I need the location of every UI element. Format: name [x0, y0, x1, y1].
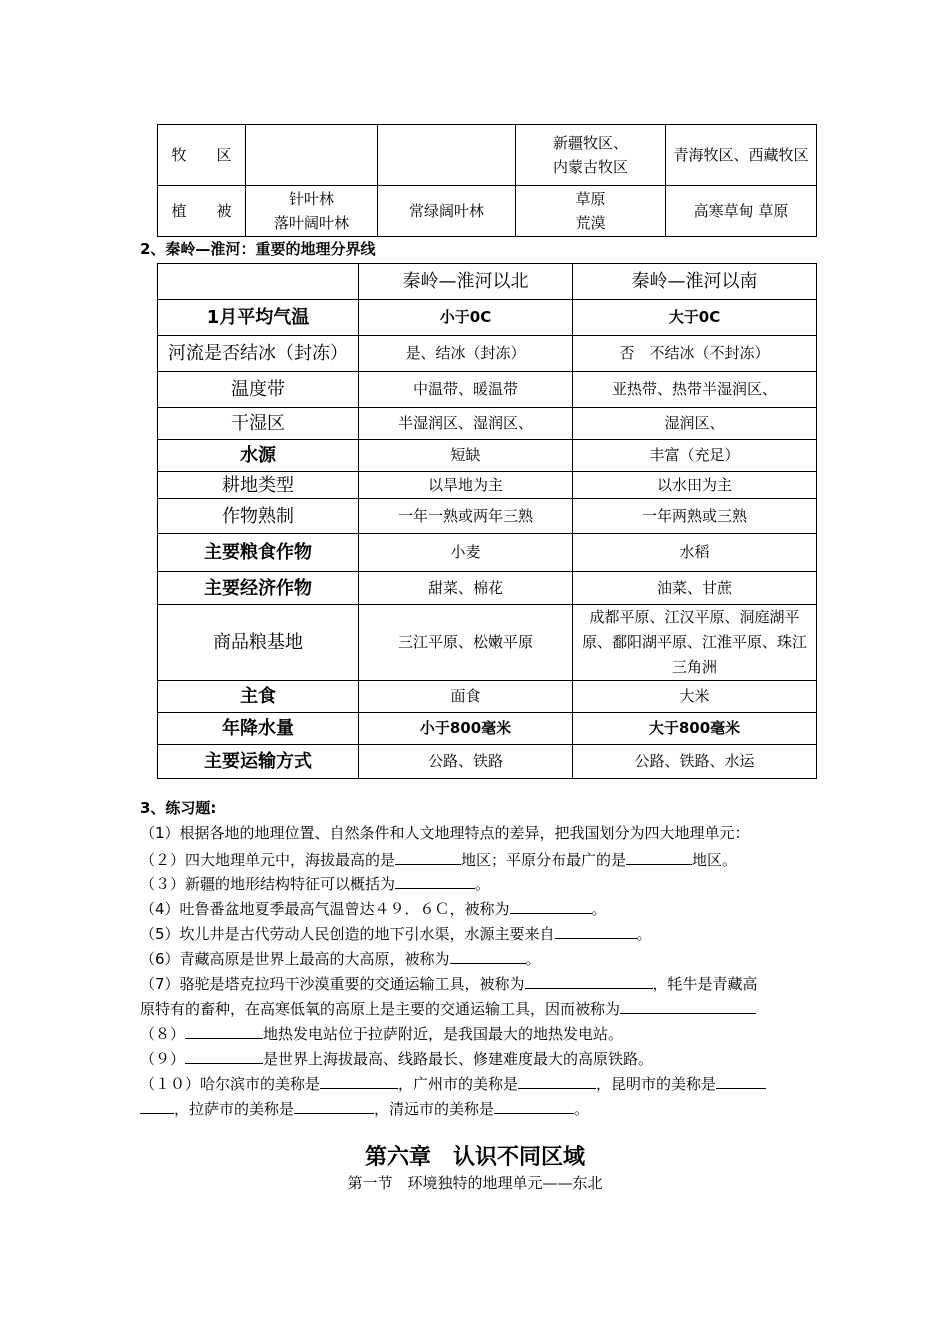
- table-cell: 小于0C: [359, 300, 573, 336]
- exercise-text: （２）四大地理单元中，海拔最高的是: [140, 851, 396, 869]
- table-cell: 大于800毫米: [573, 713, 817, 745]
- answer-blank[interactable]: [555, 923, 637, 939]
- table-cell: 小麦: [359, 534, 573, 572]
- exercise-text: （4）吐鲁番盆地夏季最高气温曾达４９．６Ｃ，被称为: [140, 900, 510, 918]
- exercise-text: ，广州市的美称是: [398, 1075, 519, 1093]
- exercise-text: 。: [525, 950, 541, 968]
- exercise-text: （９）: [140, 1050, 186, 1068]
- row-label: 作物熟制: [158, 499, 359, 534]
- table-cell: 成都平原、江汉平原、洞庭湖平原、鄱阳湖平原、江淮平原、珠江三角洲: [573, 605, 817, 681]
- answer-blank[interactable]: [620, 998, 756, 1014]
- livestock-vegetation-table: [157, 124, 817, 237]
- table-row: [158, 499, 817, 534]
- exercise-text: 。: [475, 875, 491, 893]
- table-cell: 湿润区、: [573, 408, 817, 440]
- table-cell: 短缺: [359, 440, 573, 472]
- exercise-text: （８）: [140, 1025, 186, 1043]
- table-cell: 半湿润区、湿润区、: [359, 408, 573, 440]
- table-cell: 否 不结冰（不封冻）: [573, 336, 817, 372]
- table-header-cell: 秦岭—淮河以南: [573, 264, 817, 300]
- answer-blank[interactable]: [395, 873, 475, 889]
- exercise-text: （6）青藏高原是世界上最高的大高原，被称为: [140, 950, 450, 968]
- table-cell: 常绿阔叶林: [378, 186, 516, 237]
- exercise-q7: [140, 973, 758, 993]
- exercise-q6: [140, 948, 541, 968]
- section-title: 第一节 环境独特的地理单元——东北: [347, 1174, 603, 1192]
- table-row: [158, 372, 817, 408]
- table-row: [158, 681, 817, 713]
- table-row: [158, 186, 817, 237]
- row-label: 耕地类型: [158, 472, 359, 499]
- table-cell: [246, 125, 378, 186]
- row-label: 温度带: [158, 372, 359, 408]
- table-cell: 大于0C: [573, 300, 817, 336]
- table-cell: 以水田为主: [573, 472, 817, 499]
- exercise-text: 地热发电站位于拉萨附近，是我国最大的地热发电站。: [263, 1025, 624, 1043]
- table-row: [158, 745, 817, 779]
- exercise-text: 是世界上海拔最高、线路最长、修建难度最大的高原铁路。: [263, 1050, 654, 1068]
- table-row: [158, 472, 817, 499]
- exercise-q8: [140, 1023, 623, 1043]
- table-cell: 中温带、暖温带: [359, 372, 573, 408]
- answer-blank[interactable]: [525, 973, 653, 989]
- table-cell: 甜菜、棉花: [359, 572, 573, 605]
- table-cell: 植 被: [158, 186, 246, 237]
- row-label: 水源: [158, 440, 359, 472]
- exercise-q2: [140, 849, 737, 869]
- table-cell: 大米: [573, 681, 817, 713]
- answer-blank[interactable]: [185, 1023, 263, 1039]
- table-cell: 牧 区: [158, 125, 246, 186]
- chapter-title: 第六章 认识不同区域: [364, 1145, 585, 1170]
- table-cell: 水稻: [573, 534, 817, 572]
- table-row: [158, 440, 817, 472]
- table-cell: 是、结冰（封冻）: [359, 336, 573, 372]
- exercise-q9: [140, 1048, 653, 1068]
- table-cell: 草原 荒漠: [516, 186, 666, 237]
- answer-blank[interactable]: [294, 1098, 374, 1114]
- answer-blank[interactable]: [450, 948, 526, 964]
- exercise-q10: [140, 1073, 766, 1093]
- answer-blank[interactable]: [494, 1098, 574, 1114]
- exercise-q5: [140, 923, 652, 943]
- table-cell: 一年两熟或三熟: [573, 499, 817, 534]
- exercise-q7-continued: [140, 998, 756, 1018]
- table-row: [158, 713, 817, 745]
- exercise-text: ，清远市的美称是: [374, 1100, 495, 1118]
- table-cell: 小于800毫米: [359, 713, 573, 745]
- table-header-row: [158, 264, 817, 300]
- exercise-text: ，昆明市的美称是: [596, 1075, 717, 1093]
- exercise-text: 原特有的畜种，在高寒低氧的高原上是主要的交通运输工具，因而被称为: [140, 1000, 621, 1018]
- row-label: 年降水量: [158, 713, 359, 745]
- row-label: 主食: [158, 681, 359, 713]
- answer-blank[interactable]: [320, 1073, 398, 1089]
- answer-blank[interactable]: [140, 1098, 174, 1114]
- exercise-text: 地区；平原分布最广的是: [461, 851, 627, 869]
- answer-blank[interactable]: [518, 1073, 596, 1089]
- table-cell: [378, 125, 516, 186]
- exercise-text: 地区。: [692, 851, 738, 869]
- exercise-text: 。: [636, 925, 652, 943]
- exercise-q3: [140, 873, 490, 893]
- table-cell: 三江平原、松嫩平原: [359, 605, 573, 681]
- answer-blank[interactable]: [510, 898, 592, 914]
- answer-blank[interactable]: [716, 1073, 766, 1089]
- qinling-huaihe-table: [157, 263, 817, 779]
- exercise-q1: [140, 824, 750, 842]
- row-label: 主要经济作物: [158, 572, 359, 605]
- section-heading: 2、秦岭—淮河：重要的地理分界线: [140, 240, 376, 258]
- table-cell: 以旱地为主: [359, 472, 573, 499]
- row-label: 1月平均气温: [158, 300, 359, 336]
- table-row: [158, 408, 817, 440]
- exercise-text: ，牦牛是青藏高: [652, 975, 758, 993]
- table-cell: 油菜、甘蔗: [573, 572, 817, 605]
- table-row: [158, 300, 817, 336]
- table-header-cell: 秦岭—淮河以北: [359, 264, 573, 300]
- table-row: [158, 125, 817, 186]
- table-cell: 丰富（充足）: [573, 440, 817, 472]
- exercise-q10-continued: [140, 1098, 589, 1118]
- row-label: 干湿区: [158, 408, 359, 440]
- exercise-text: ，拉萨市的美称是: [174, 1100, 295, 1118]
- exercise-heading: 3、练习题:: [140, 799, 217, 817]
- exercise-text: （7）骆驼是塔克拉玛干沙漠重要的交通运输工具，被称为: [140, 975, 525, 993]
- exercise-text: （１０）哈尔滨市的美称是: [140, 1075, 321, 1093]
- table-cell: 高寒草甸 草原: [666, 186, 817, 237]
- exercise-text: （３）新疆的地形结构特征可以概括为: [140, 875, 396, 893]
- table-cell: 针叶林 落叶阔叶林: [246, 186, 378, 237]
- table-cell: 面食: [359, 681, 573, 713]
- table-cell: 亚热带、热带半湿润区、: [573, 372, 817, 408]
- row-label: 主要运输方式: [158, 745, 359, 779]
- table-row: [158, 534, 817, 572]
- answer-blank[interactable]: [185, 1048, 263, 1064]
- table-cell: 一年一熟或两年三熟: [359, 499, 573, 534]
- row-label: 主要粮食作物: [158, 534, 359, 572]
- answer-blank[interactable]: [626, 849, 692, 865]
- table-cell: 新疆牧区、 内蒙古牧区: [516, 125, 666, 186]
- table-cell: 公路、铁路、水运: [573, 745, 817, 779]
- row-label: 河流是否结冰（封冻）: [158, 336, 359, 372]
- exercise-text: 。: [591, 900, 607, 918]
- table-row: [158, 572, 817, 605]
- exercise-text: （1）根据各地的地理位置、自然条件和人文地理特点的差异，把我国划分为四大地理单元：: [140, 824, 750, 842]
- table-cell: 青海牧区、西藏牧区: [666, 125, 817, 186]
- table-row: [158, 336, 817, 372]
- answer-blank[interactable]: [395, 849, 461, 865]
- table-header-cell: [158, 264, 359, 300]
- table-cell: 公路、铁路: [359, 745, 573, 779]
- row-label: 商品粮基地: [158, 605, 359, 681]
- exercise-q4: [140, 898, 607, 918]
- table-row: [158, 605, 817, 681]
- exercise-text: 。: [574, 1100, 590, 1118]
- exercise-text: （5）坎儿井是古代劳动人民创造的地下引水渠，水源主要来自: [140, 925, 555, 943]
